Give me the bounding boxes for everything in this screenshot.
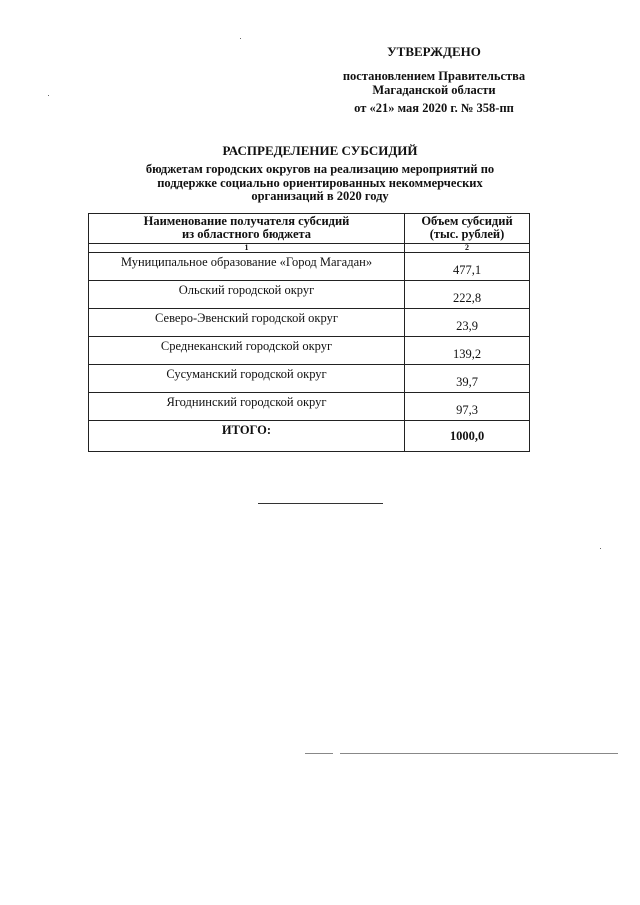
header-amount xyxy=(405,214,530,244)
scan-speck xyxy=(240,38,241,39)
recipient-name: Ягоднинский городской округ xyxy=(89,393,405,421)
scan-artifact-line xyxy=(305,753,333,754)
subsidy-amount: 23,9 xyxy=(405,309,530,337)
total-amount: 1000,0 xyxy=(405,421,530,452)
table-row xyxy=(89,281,530,309)
column-number-row xyxy=(89,244,530,253)
approval-line: Магаданской области xyxy=(372,83,496,97)
total-row xyxy=(89,421,530,452)
scan-artifact-line xyxy=(340,753,618,754)
subtitle-line: организаций в 2020 году xyxy=(251,189,389,203)
scan-speck xyxy=(48,95,49,96)
total-label: ИТОГО: xyxy=(89,421,405,452)
approval-date-number: от «21» мая 2020 г. № 358-пп xyxy=(354,101,514,115)
header-text: Наименование получателя субсидий xyxy=(143,214,350,228)
header-recipient xyxy=(89,214,405,244)
header-text: (тыс. рублей) xyxy=(429,227,505,241)
recipient-name: Северо-Эвенский городской округ xyxy=(89,309,405,337)
table-row xyxy=(89,309,530,337)
recipient-name: Ольский городской округ xyxy=(89,281,405,309)
header-text: из областного бюджета xyxy=(181,227,312,241)
subtitle-line: бюджетам городских округов на реализацию мероприятий по xyxy=(145,162,495,176)
table-row xyxy=(89,365,530,393)
scan-speck xyxy=(600,548,601,549)
header-text: Объем субсидий xyxy=(421,214,513,228)
approval-line: постановлением Правительства xyxy=(342,69,526,83)
document-title: РАСПРЕДЕЛЕНИЕ СУБСИДИЙ xyxy=(222,143,418,158)
table-row xyxy=(89,337,530,365)
table-row xyxy=(89,253,530,281)
subsidy-amount: 97,3 xyxy=(405,393,530,421)
subsidy-amount: 477,1 xyxy=(405,253,530,281)
subsidy-table xyxy=(88,213,530,452)
document-subtitle xyxy=(100,163,540,204)
subsidy-amount: 222,8 xyxy=(405,281,530,309)
recipient-name: Муниципальное образование «Город Магадан» xyxy=(89,253,405,281)
subtitle-line: поддержке социально ориентированных некоммерческих xyxy=(157,175,483,190)
table-header-row xyxy=(89,214,530,244)
approval-title: УТВЕРЖДЕНО xyxy=(387,44,481,59)
column-number: 2 xyxy=(405,244,530,253)
recipient-name: Сусуманский городской округ xyxy=(89,365,405,393)
subsidy-amount: 139,2 xyxy=(405,337,530,365)
subsidy-amount: 39,7 xyxy=(405,365,530,393)
end-divider xyxy=(258,503,383,504)
table-row xyxy=(89,393,530,421)
recipient-name: Среднеканский городской округ xyxy=(89,337,405,365)
column-number: 1 xyxy=(89,244,405,253)
